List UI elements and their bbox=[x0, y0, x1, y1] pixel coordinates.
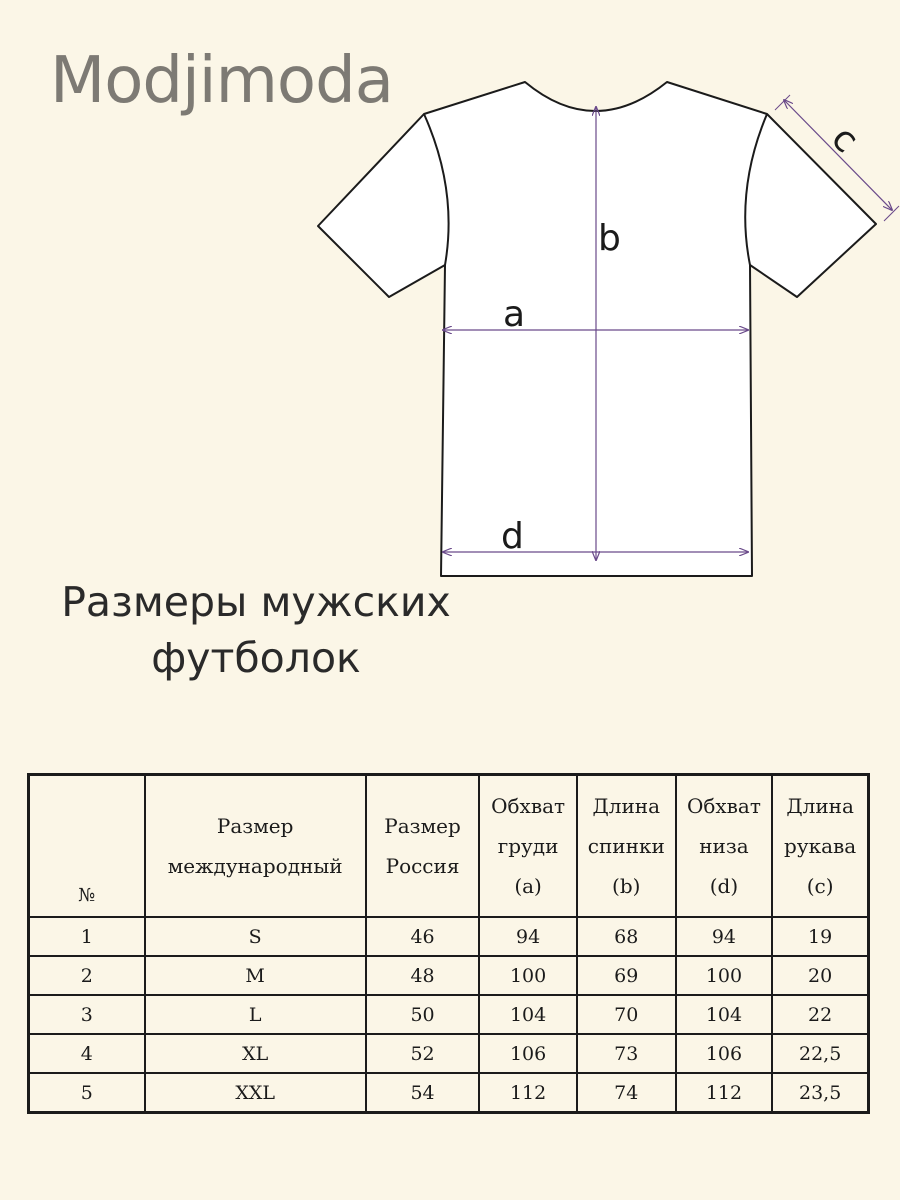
table-row bbox=[29, 917, 868, 956]
cell-back-length: 70 bbox=[577, 995, 676, 1034]
cell-chest: 106 bbox=[479, 1034, 577, 1073]
cell-chest: 104 bbox=[479, 995, 577, 1034]
tshirt-size-diagram bbox=[310, 70, 900, 590]
cell-russia-size: 52 bbox=[366, 1034, 479, 1073]
label-b: b bbox=[598, 218, 621, 259]
cell-back-length: 68 bbox=[577, 917, 676, 956]
header-sleeve-length: Длина рукава (c) bbox=[772, 775, 868, 917]
cell-hem: 94 bbox=[676, 917, 773, 956]
table-row bbox=[29, 956, 868, 995]
cell-russia-size: 48 bbox=[366, 956, 479, 995]
cell-russia-size: 46 bbox=[366, 917, 479, 956]
cell-intl-size: XL bbox=[145, 1034, 366, 1073]
label-c: c bbox=[823, 117, 867, 161]
cell-chest: 112 bbox=[479, 1073, 577, 1112]
page-title bbox=[36, 574, 476, 686]
size-table-header-row bbox=[29, 775, 868, 917]
header-chest: Обхват груди (a) bbox=[479, 775, 577, 917]
table-row bbox=[29, 1034, 868, 1073]
cell-num: 1 bbox=[29, 917, 145, 956]
cell-hem: 106 bbox=[676, 1034, 773, 1073]
header-hem: Обхват низа (d) bbox=[676, 775, 773, 917]
cell-num: 5 bbox=[29, 1073, 145, 1112]
cell-sleeve-length: 23,5 bbox=[772, 1073, 868, 1112]
cell-chest: 100 bbox=[479, 956, 577, 995]
cell-chest: 94 bbox=[479, 917, 577, 956]
cell-sleeve-length: 22,5 bbox=[772, 1034, 868, 1073]
cell-intl-size: S bbox=[145, 917, 366, 956]
cell-hem: 112 bbox=[676, 1073, 773, 1112]
cell-sleeve-length: 20 bbox=[772, 956, 868, 995]
header-num: № bbox=[29, 775, 145, 917]
cell-back-length: 74 bbox=[577, 1073, 676, 1112]
measure-tick-c-bottom bbox=[884, 206, 899, 221]
measure-tick-c-top bbox=[775, 95, 790, 110]
cell-intl-size: L bbox=[145, 995, 366, 1034]
cell-num: 4 bbox=[29, 1034, 145, 1073]
cell-back-length: 73 bbox=[577, 1034, 676, 1073]
cell-russia-size: 54 bbox=[366, 1073, 479, 1112]
label-d: d bbox=[501, 516, 524, 557]
cell-hem: 104 bbox=[676, 995, 773, 1034]
size-table bbox=[27, 773, 870, 1114]
cell-sleeve-length: 22 bbox=[772, 995, 868, 1034]
cell-num: 2 bbox=[29, 956, 145, 995]
cell-intl-size: XXL bbox=[145, 1073, 366, 1112]
page-title-line-2: футболок bbox=[151, 634, 361, 682]
cell-hem: 100 bbox=[676, 956, 773, 995]
brand-logo-text: Modjimoda bbox=[50, 44, 393, 118]
header-russia-size: Размер Россия bbox=[366, 775, 479, 917]
page-title-line-1: Размеры мужских bbox=[61, 578, 451, 626]
cell-num: 3 bbox=[29, 995, 145, 1034]
label-a: a bbox=[503, 294, 526, 335]
cell-back-length: 69 bbox=[577, 956, 676, 995]
header-intl-size: Размер международный bbox=[145, 775, 366, 917]
table-row bbox=[29, 995, 868, 1034]
cell-intl-size: M bbox=[145, 956, 366, 995]
cell-russia-size: 50 bbox=[366, 995, 479, 1034]
table-row bbox=[29, 1073, 868, 1112]
cell-sleeve-length: 19 bbox=[772, 917, 868, 956]
header-back-length: Длина спинки (b) bbox=[577, 775, 676, 917]
tshirt-outline bbox=[318, 82, 876, 576]
